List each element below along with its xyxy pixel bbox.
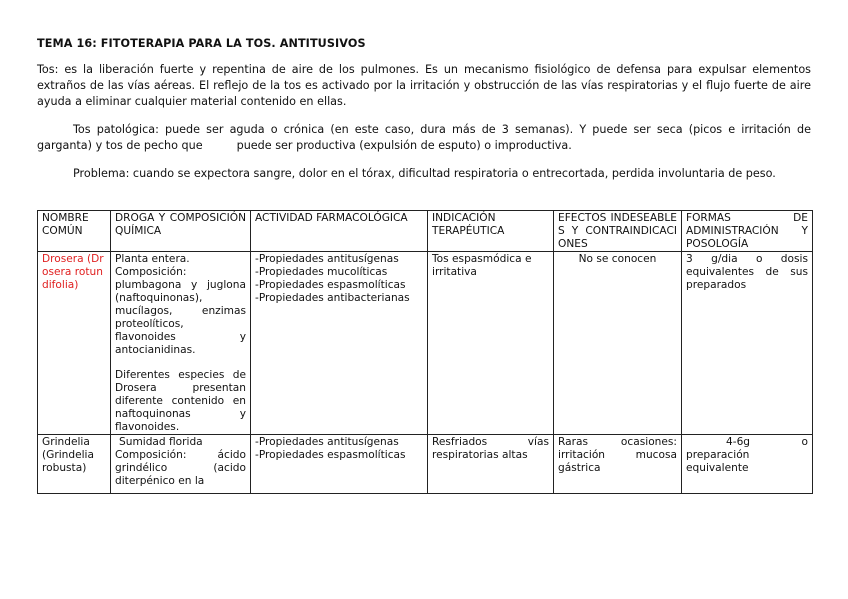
cell-drosera-indicacion: Tos espasmódica e irritativa [428,252,554,435]
cell-grindelia-actividad [251,435,428,494]
paragraph-tos-patologica-part-b: puede ser productiva (expulsión de esputo) o improductiva. [236,139,572,152]
activity-item: -Propiedades espasmolíticas [255,279,406,291]
activity-item: -Propiedades mucolíticas [255,266,388,278]
cell-grindelia-droga [111,435,251,494]
activity-item: -Propiedades antibacterianas [255,292,410,304]
paragraph-tos: Tos: es la liberación fuerte y repentina de aire de los pulmones. Es un mecanismo fisiológico de defensa para expulsar elementos extraños de las vías aéreas. El reflejo de la tos es activado por la irritación y obstrucción de las vías respiratorias y el flujo fuerte de aire ayuda a eliminar cualquier material contenido en ellas. [37,63,811,108]
paragraph-tos-patologica [37,122,811,154]
monograph-table [37,210,813,494]
cell-grindelia-efectos: Raras ocasiones: irritación mucosa gástrica [554,435,682,494]
cell-drosera-efectos: No se conocen [554,252,682,435]
activity-item: -Propiedades antitusígenas [255,253,399,265]
cell-drosera-actividad [251,252,428,435]
table-row [38,435,813,494]
header-indicacion: INDICACIÓN TERAPÉUTICA [428,211,554,252]
cell-drosera-droga [111,252,251,435]
cell-drosera-formas: 3 g/dia o dosis equivalentes de sus preparados [682,252,813,435]
header-efectos: EFECTOS INDESEABLES Y CONTRAINDICACIONES [554,211,682,252]
cell-grindelia-indicacion: Resfriados vías respiratorias altas [428,435,554,494]
paragraph-tos-patologica-part-a: Tos patológica: puede ser aguda o crónica (en este caso, dura más de 3 semanas). Y puede ser seca (picos e irritación de garganta) y tos de pecho que [37,123,811,152]
drosera-droga-line-3: Diferentes especies de Drosera presentan diferente contenido en naftoquinonas y flavonoides. [115,369,246,433]
header-actividad: ACTIVIDAD FARMACOLÓGICA [251,211,428,252]
cell-grindelia-formas: 4-6g o preparación equivalente [682,435,813,494]
header-formas: FORMAS DE ADMINISTRACIÓN Y POSOLOGÍA [682,211,813,252]
table-header-row [38,211,813,252]
grindelia-droga-line-2: Composición: ácido grindélico (acido diterpénico en la [115,449,246,487]
drosera-droga-line-2: Composición: plumbagona y juglona (naftoquinonas), mucílagos, enzimas proteolíticos, flavonoides y antocianidinas. [115,266,246,356]
header-nombre: NOMBRE COMÚN [38,211,111,252]
cell-drosera-nombre: Drosera (Drosera rotundifolia) [38,252,111,435]
header-droga: DROGA Y COMPOSICIÓN QUÍMICA [111,211,251,252]
activity-item: -Propiedades antitusígenas [255,436,399,448]
cell-grindelia-nombre: Grindelia (Grindelia robusta) [38,435,111,494]
grindelia-droga-line-1: Sumidad florida [119,436,203,448]
activity-item: -Propiedades espasmolíticas [255,449,406,461]
paragraph-problema: Problema: cuando se expectora sangre, dolor en el tórax, dificultad respiratoria o entrecortada, perdida involuntaria de peso. [73,167,776,180]
page-title: TEMA 16: FITOTERAPIA PARA LA TOS. ANTITUSIVOS [37,37,366,50]
drosera-droga-line-1: Planta entera. [115,253,190,265]
table-row [38,252,813,435]
